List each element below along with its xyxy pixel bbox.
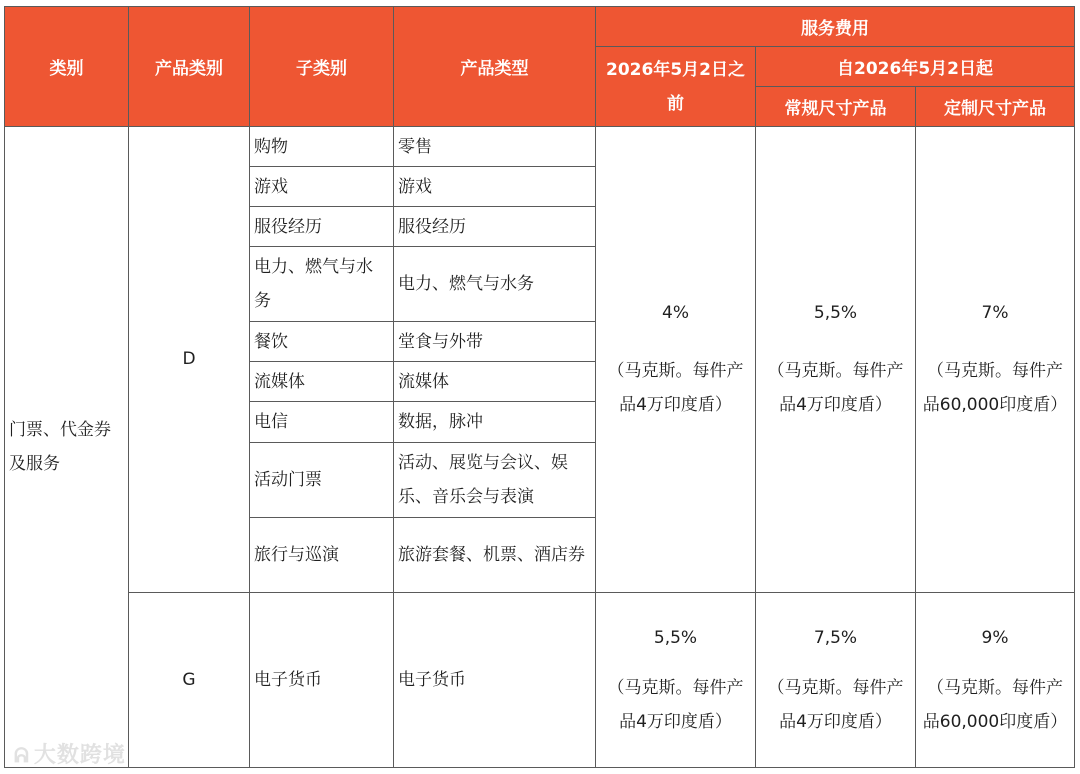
fee-note: （马克斯。每件产品60,000印度盾） [922,677,1068,732]
subcategory-cell: 电子货币 [250,592,394,767]
product-type-cell: 数据，脉冲 [394,402,596,442]
fee-rate: 7% [981,303,1009,324]
fee-g-before [596,592,756,767]
header-service-fee: 服务费用 [596,7,1075,47]
header-product-category: 产品类别 [129,7,250,127]
fee-rate: 4% [662,303,689,324]
service-fee-table [4,6,1075,768]
product-type-cell: 堂食与外带 [394,322,596,362]
fee-note: （马克斯。每件产品4万印度盾） [607,361,744,416]
product-type-cell: 游戏 [394,167,596,207]
logo-icon: ᕱ [14,743,30,767]
category-cell: 门票、代金券及服务 [5,127,129,768]
product-category-g: G [129,592,250,767]
header-product-type: 产品类型 [394,7,596,127]
fee-note: （马克斯。每件产品60,000印度盾） [922,361,1068,416]
fee-d-regular [756,127,916,593]
header-before-date: 2026年5月2日之前 [596,47,756,127]
header-from-date: 自2026年5月2日起 [756,47,1075,87]
fee-g-custom [916,592,1075,767]
header-category: 类别 [5,7,129,127]
product-type-cell: 流媒体 [394,362,596,402]
fee-g-regular [756,592,916,767]
fee-rate: 5,5% [813,303,858,324]
product-type-cell: 服役经历 [394,207,596,247]
subcategory-cell: 服役经历 [250,207,394,247]
header-custom-size: 定制尺寸产品 [916,87,1075,127]
subcategory-cell: 电信 [250,402,394,442]
fee-note: （马克斯。每件产品4万印度盾） [767,677,904,732]
subcategory-cell: 购物 [250,127,394,167]
product-type-cell: 电力、燃气与水务 [394,247,596,322]
watermark [14,738,126,769]
subcategory-cell: 餐饮 [250,322,394,362]
subcategory-cell: 电力、燃气与水务 [250,247,394,322]
product-category-d: D [129,127,250,593]
subcategory-cell: 活动门票 [250,442,394,517]
subcategory-cell: 游戏 [250,167,394,207]
subcategory-cell: 旅行与巡演 [250,517,394,592]
header-subcategory: 子类别 [250,7,394,127]
product-type-cell: 电子货币 [394,592,596,767]
watermark-text: 大数跨境 [33,743,126,768]
fee-rate: 9% [981,627,1009,648]
fee-rate: 7,5% [813,627,858,648]
subcategory-cell: 流媒体 [250,362,394,402]
fee-d-custom [916,127,1075,593]
fee-d-before [596,127,756,593]
product-type-cell: 活动、展览与会议、娱乐、音乐会与表演 [394,442,596,517]
fee-note: （马克斯。每件产品4万印度盾） [767,361,904,416]
fee-note: （马克斯。每件产品4万印度盾） [607,677,744,732]
header-regular-size: 常规尺寸产品 [756,87,916,127]
product-type-cell: 零售 [394,127,596,167]
product-type-cell: 旅游套餐、机票、酒店券 [394,517,596,592]
fee-rate: 5,5% [653,627,698,648]
